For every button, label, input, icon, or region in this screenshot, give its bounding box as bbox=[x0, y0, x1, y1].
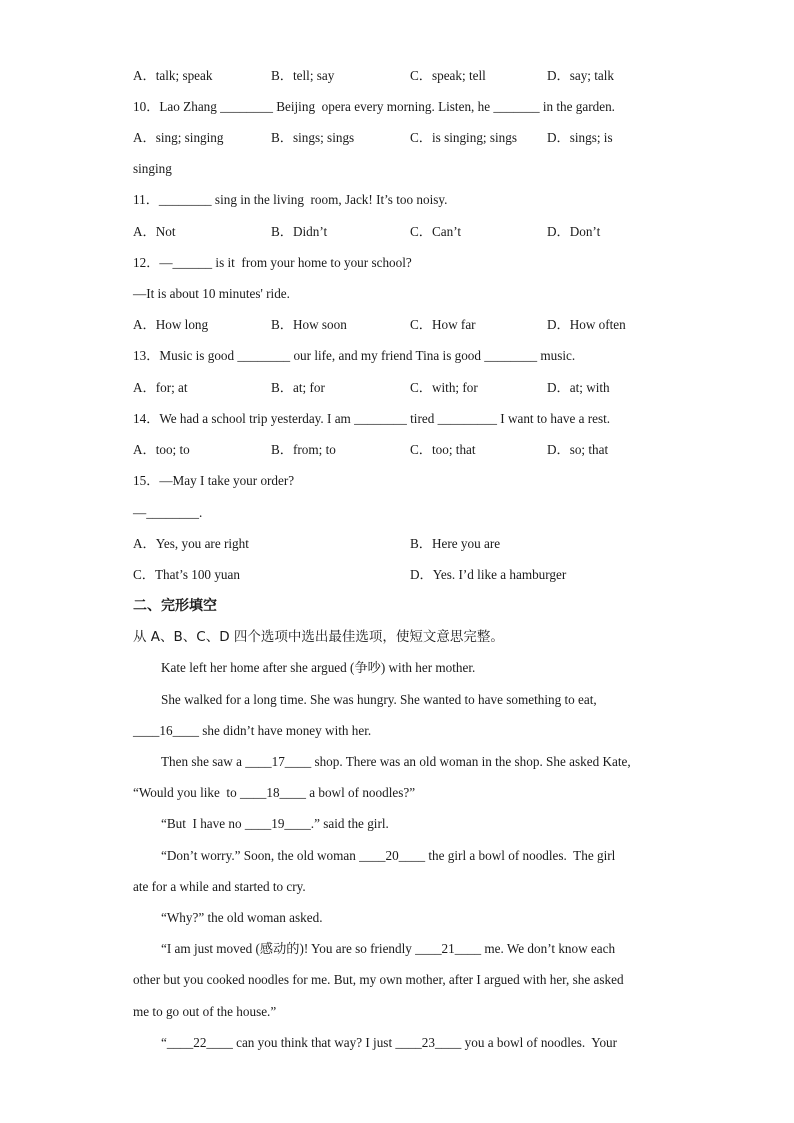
q14-option-a: A．too; to bbox=[133, 442, 190, 457]
q14-option-d: D．so; that bbox=[547, 442, 609, 457]
q11-stem: 11．________ sing in the living room, Jack! It’s too noisy. bbox=[133, 192, 448, 207]
passage-line-8: ate for a while and started to cry. bbox=[133, 879, 306, 894]
passage-line-10: “I am just moved (感动的)! You are so friendly ____21____ me. We don’t know each bbox=[161, 941, 616, 956]
q13-option-c: C．with; for bbox=[410, 380, 478, 395]
q9-option-c: C．speak; tell bbox=[410, 68, 486, 83]
q13-option-d: D．at; with bbox=[547, 380, 610, 395]
passage-line-1: Kate left her home after she argued (争吵) with her mother. bbox=[161, 660, 476, 675]
q10-option-a: A．sing; singing bbox=[133, 130, 224, 145]
passage-line-11: other but you cooked noodles for me. But, my own mother, after I argued with her, she asked bbox=[133, 972, 624, 987]
q12-stem: 12．—______ is it from your home to your school? bbox=[133, 255, 412, 270]
passage-line-12: me to go out of the house.” bbox=[133, 1004, 277, 1019]
q13-option-b: B．at; for bbox=[271, 380, 325, 395]
q9-option-b: B．tell; say bbox=[271, 68, 335, 83]
q14-option-c: C．too; that bbox=[410, 442, 476, 457]
q12-option-a: A．How long bbox=[133, 317, 209, 332]
section-instructions: 从 A、B、C、D 四个选项中选出最佳选项，使短文意思完整。 bbox=[133, 629, 504, 645]
q13-option-a: A．for; at bbox=[133, 380, 188, 395]
q11-option-b: B．Didn’t bbox=[271, 224, 328, 239]
passage-line-7: “Don’t worry.” Soon, the old woman ____20____ the girl a bowl of noodles. The girl bbox=[161, 848, 616, 863]
section-heading: 二、完形填空 bbox=[133, 598, 217, 614]
passage-line-6: “But I have no ____19____.” said the girl. bbox=[161, 816, 389, 831]
q12-option-b: B．How soon bbox=[271, 317, 347, 332]
q12-option-c: C．How far bbox=[410, 317, 476, 332]
q11-option-c: C．Can’t bbox=[410, 224, 462, 239]
q12-option-d: D．How often bbox=[547, 317, 626, 332]
passage-line-4: Then she saw a ____17____ shop. There was an old woman in the shop. She asked Kate, bbox=[161, 754, 631, 769]
q15-reply: —________. bbox=[133, 505, 203, 520]
passage-line-9: “Why?” the old woman asked. bbox=[161, 910, 323, 925]
q9-option-a: A．talk; speak bbox=[133, 68, 213, 83]
q10-stem: 10．Lao Zhang ________ Beijing opera every morning. Listen, he _______ in the garden. bbox=[133, 99, 615, 114]
q11-option-a: A．Not bbox=[133, 224, 176, 239]
q12-reply: —It is about 10 minutes' ride. bbox=[133, 286, 290, 301]
q15-option-d: D．Yes. I’d like a hamburger bbox=[410, 567, 567, 582]
q14-option-b: B．from; to bbox=[271, 442, 336, 457]
q15-stem: 15．—May I take your order? bbox=[133, 473, 295, 488]
q14-stem: 14．We had a school trip yesterday. I am ________ tired _________ I want to have a rest. bbox=[133, 411, 611, 426]
passage-line-5: “Would you like to ____18____ a bowl of noodles?” bbox=[133, 785, 416, 800]
q15-option-a: A．Yes, you are right bbox=[133, 536, 249, 551]
passage-line-2: She walked for a long time. She was hungry. She wanted to have something to eat, bbox=[161, 692, 597, 707]
q13-stem: 13．Music is good ________ our life, and my friend Tina is good ________ music. bbox=[133, 348, 576, 363]
q15-option-b: B．Here you are bbox=[410, 536, 501, 551]
q10-option-d: D．sings; is bbox=[547, 130, 613, 145]
q10-option-c: C．is singing; sings bbox=[410, 130, 517, 145]
q9-option-d: D．say; talk bbox=[547, 68, 615, 83]
q10-option-d-wrap: singing bbox=[133, 161, 172, 176]
q15-option-c: C．That’s 100 yuan bbox=[133, 567, 240, 582]
q11-option-d: D．Don’t bbox=[547, 224, 601, 239]
passage-line-3: ____16____ she didn’t have money with her. bbox=[133, 723, 372, 738]
passage-line-13: “____22____ can you think that way? I just ____23____ you a bowl of noodles. Your bbox=[161, 1035, 618, 1050]
q10-option-b: B．sings; sings bbox=[271, 130, 355, 145]
